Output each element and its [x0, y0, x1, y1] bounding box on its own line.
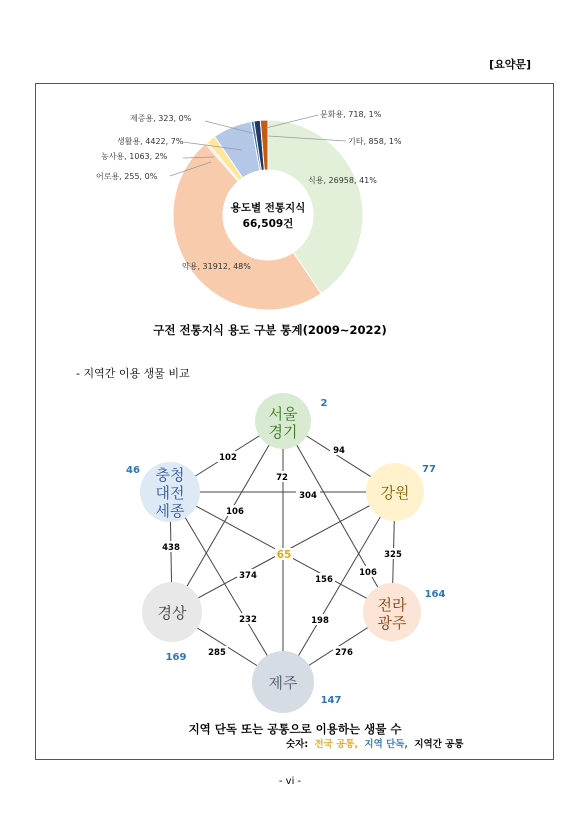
- pie-chart: [173, 120, 363, 310]
- slice-label-saenghwal: 생활용, 4422, 7%: [117, 137, 184, 146]
- pie-center-title: 용도별 전통지식: [230, 202, 306, 214]
- pie-center-total: 66,509건: [242, 218, 294, 230]
- count-jeju: 147: [320, 695, 342, 706]
- slice-label-munhwa: 문화용, 718, 1%: [320, 110, 382, 119]
- edge-value: 94: [333, 446, 345, 456]
- network-caption: 지역 단독 또는 공통으로 이용하는 생물 수: [188, 722, 402, 736]
- edge-value: 232: [239, 615, 257, 625]
- legend-between: 지역간 공통: [414, 739, 464, 750]
- node-chungcheong-label-2: 대전: [155, 484, 185, 502]
- legend-common-all: 전국 공통,: [314, 739, 359, 750]
- edge-value: 156: [315, 575, 333, 585]
- edge-value: 374: [239, 571, 257, 581]
- edge-value: 325: [384, 550, 402, 560]
- node-chungcheong-label-1: 충청: [155, 466, 185, 484]
- legend-single: 지역 단독,: [364, 739, 409, 750]
- edge-value: 102: [219, 453, 237, 463]
- edge-value: 106: [359, 568, 377, 578]
- count-jeolla: 164: [424, 589, 446, 600]
- edge-value: 438: [162, 543, 180, 553]
- edge-value: 106: [226, 507, 244, 517]
- node-gangwon-label: 강원: [380, 484, 410, 502]
- slice-label-nongsa: 농사용, 1063, 2%: [101, 152, 168, 161]
- slice-label-jejung: 제증용, 323, 0%: [130, 114, 192, 123]
- slice-label-yak: 약용, 31912, 48%: [182, 262, 251, 271]
- summary-tag: [요약문]: [489, 58, 531, 71]
- node-chungcheong-label-3: 세종: [155, 502, 185, 520]
- center-common-value: 65: [276, 549, 292, 561]
- edge-value: 198: [311, 616, 329, 626]
- edge-value: 304: [299, 491, 317, 501]
- node-seoul-label-1: 서울: [268, 405, 298, 423]
- pie-caption: 구전 전통지식 용도 구분 통계(2009~2022): [153, 323, 387, 337]
- edge-value: 72: [276, 473, 288, 483]
- number-legend: [286, 736, 467, 750]
- page-number: - vi -: [278, 776, 302, 787]
- edge-value: 285: [208, 648, 226, 658]
- node-jeju-label: 제주: [268, 674, 298, 692]
- edge-value: 276: [335, 648, 353, 658]
- section-title: - 지역간 이용 생물 비교: [76, 367, 190, 380]
- slice-label-gita: 기타, 858, 1%: [348, 137, 402, 146]
- node-gyeongsang-label: 경상: [157, 604, 187, 622]
- legend-prefix: 숫자:: [286, 739, 309, 750]
- slice-label-sik: 식용, 26958, 41%: [308, 176, 377, 185]
- node-jeolla-label-2: 광주: [377, 614, 407, 632]
- count-chungcheong: 46: [126, 465, 140, 476]
- slice-label-eoro: 어로용, 255, 0%: [96, 172, 158, 181]
- count-gangwon: 77: [422, 464, 436, 475]
- count-gyeongsang: 169: [165, 652, 187, 663]
- node-seoul-label-2: 경기: [268, 423, 298, 441]
- node-jeolla-label-1: 전라: [377, 596, 407, 614]
- count-seoul: 2: [320, 398, 328, 409]
